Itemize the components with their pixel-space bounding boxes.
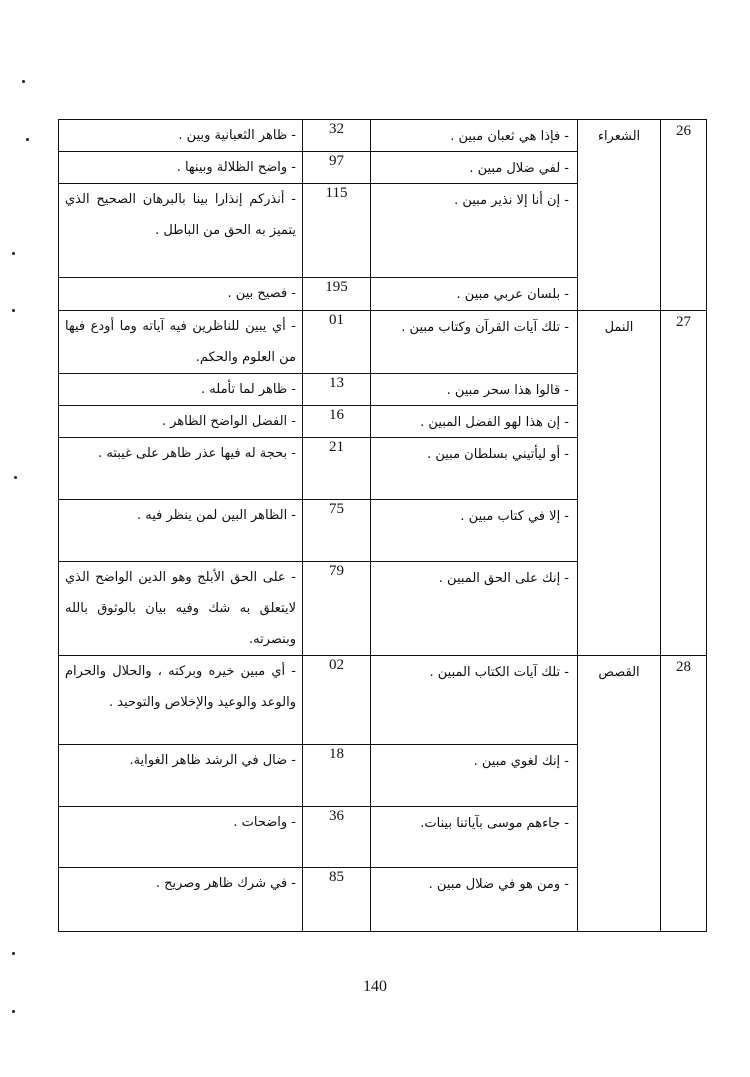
page-number: 140 [363, 978, 387, 995]
sura-name: النمل [578, 311, 661, 656]
explanation: - أي مبين خيره وبركته ، والحلال والحرام والوعد والوعيد والإخلاص والتوحيد . [59, 656, 303, 745]
sura-name: الشعراء [578, 120, 661, 311]
explanation: - أنذركم إنذارا بينا بالبرهان الصحيح الذي يتميز به الحق من الباطل . [59, 184, 303, 278]
verse-number: 36 [303, 807, 371, 868]
ayah-text: - تلك آيات القرآن وكتاب مبين . [371, 311, 578, 374]
ayah-text: - إنك على الحق المبين . [371, 562, 578, 656]
verse-number: 85 [303, 868, 371, 932]
table-row [59, 120, 707, 152]
scan-speck [12, 252, 15, 255]
sura-number: 28 [661, 656, 707, 932]
scan-speck [22, 80, 25, 83]
ayah-text: - إنك لغوي مبين . [371, 745, 578, 807]
explanation: - بحجة له فيها عذر ظاهر على غيبته . [59, 438, 303, 500]
explanation: - واضحات . [59, 807, 303, 868]
explanation: - واضح الظلالة وبينها . [59, 152, 303, 184]
quran-verses-table [58, 119, 707, 932]
ayah-text: - قالوا هذا سحر مبين . [371, 374, 578, 406]
ayah-text: - ومن هو في ضلال مبين . [371, 868, 578, 932]
verse-number: 13 [303, 374, 371, 406]
explanation: - على الحق الأبلج وهو الدين الواضح الذي لايتعلق به شك وفيه بيان بالوثوق بالله وبنصرته. [59, 562, 303, 656]
ayah-text: - جاءهم موسى بآياتنا بينات. [371, 807, 578, 868]
explanation: - في شرك ظاهر وصريح . [59, 868, 303, 932]
verse-number: 75 [303, 500, 371, 562]
explanation: - الظاهر البين لمن ينظر فيه . [59, 500, 303, 562]
explanation: - ظاهر لما تأمله . [59, 374, 303, 406]
explanation: - ظاهر الثعبانية وبين . [59, 120, 303, 152]
scan-speck [12, 309, 15, 312]
verse-number: 195 [303, 278, 371, 311]
explanation: - الفضل الواضح الظاهر . [59, 406, 303, 438]
ayah-text: - لفي ضلال مبين . [371, 152, 578, 184]
table-row [59, 656, 707, 745]
explanation: - أي يبين للناظرين فيه آياته وما أودع فيها من العلوم والحكم. [59, 311, 303, 374]
ayah-text: - إن أنا إلا نذير مبين . [371, 184, 578, 278]
ayah-text: - بلسان عربي مبين . [371, 278, 578, 311]
explanation: - فصيح بين . [59, 278, 303, 311]
sura-name: القصص [578, 656, 661, 932]
ayah-text: - تلك آيات الكتاب المبين . [371, 656, 578, 745]
scan-speck [14, 476, 17, 479]
table-row [59, 311, 707, 374]
verse-number: 16 [303, 406, 371, 438]
verse-number: 21 [303, 438, 371, 500]
ayah-text: - إن هذا لهو الفضل المبين . [371, 406, 578, 438]
verse-number: 115 [303, 184, 371, 278]
ayah-text: - فإذا هي ثعبان مبين . [371, 120, 578, 152]
scan-speck [26, 138, 29, 141]
ayah-text: - إلا في كتاب مبين . [371, 500, 578, 562]
verse-number: 97 [303, 152, 371, 184]
sura-number: 26 [661, 120, 707, 311]
verse-number: 02 [303, 656, 371, 745]
scan-speck [12, 1010, 15, 1013]
verse-number: 32 [303, 120, 371, 152]
scan-speck [12, 952, 15, 955]
verse-number: 01 [303, 311, 371, 374]
sura-number: 27 [661, 311, 707, 656]
verse-number: 18 [303, 745, 371, 807]
verse-number: 79 [303, 562, 371, 656]
ayah-text: - أو ليأتيني بسلطان مبين . [371, 438, 578, 500]
explanation: - ضال في الرشد ظاهر الغواية. [59, 745, 303, 807]
